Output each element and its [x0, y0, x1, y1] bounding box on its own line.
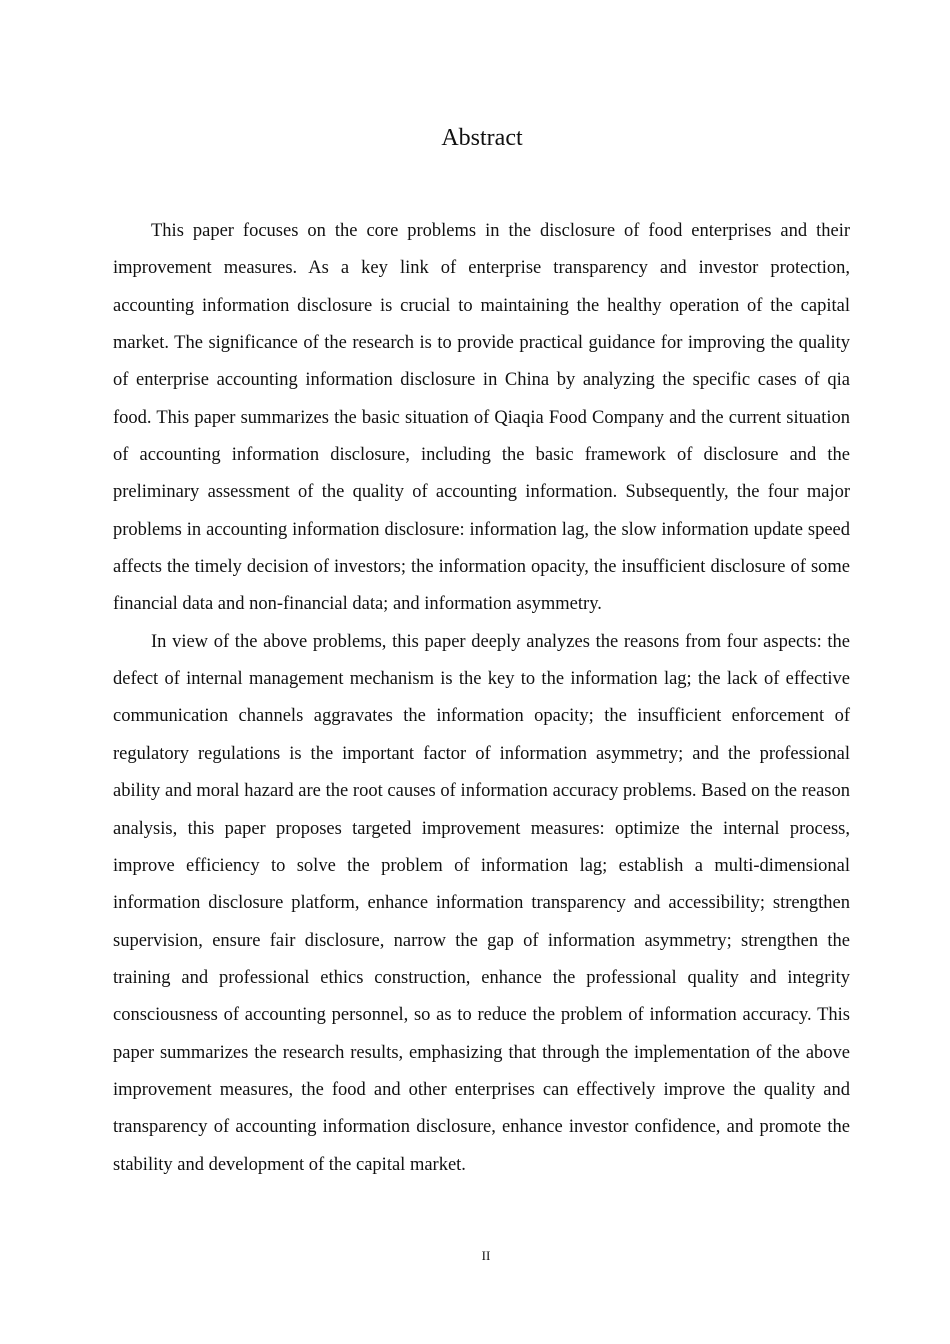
abstract-title: Abstract: [441, 125, 523, 151]
abstract-paragraph-2: In view of the above problems, this paper deeply analyzes the reasons from four aspects: the defect of internal management mechanism is the key to the information lag; the lack of effective communication channels aggravates the information opacity; the insufficient enforcement of regulatory regulations is the important factor of information asymmetry; and the professional ability and moral hazard are the root causes of information accuracy problems. Based on the reason analysis, this paper proposes targeted improvement measures: optimize the internal process, improve efficiency to solve the problem of information lag; establish a multi-dimensional information disclosure platform, enhance information transparency and accessibility; strengthen supervision, ensure fair disclosure, narrow the gap of information asymmetry; strengthen the training and professional ethics construction, enhance the professional quality and integrity consciousness of accounting personnel, so as to reduce the problem of information accuracy. This paper summarizes the research results, emphasizing that through the implementation of the above improvement measures, the food and other enterprises can effectively improve the quality and transparency of accounting information disclosure, enhance investor confidence, and promote the stability and development of the capital market.: [113, 631, 850, 1175]
abstract-paragraph-1: This paper focuses on the core problems in the disclosure of food enterprises and their improvement measures. As a key link of enterprise transparency and investor protection, accounting information disclosure is crucial to maintaining the healthy operation of the capital market. The significance of the research is to provide practical guidance for improving the quality of enterprise accounting information disclosure in China by analyzing the specific cases of qia food. This paper summarizes the basic situation of Qiaqia Food Company and the current situation of accounting information disclosure, including the basic framework of disclosure and the preliminary assessment of the quality of accounting information. Subsequently, the four major problems in accounting information disclosure: information lag, the slow information update speed affects the timely decision of investors; the information opacity, the insufficient disclosure of some financial data and non-financial data; and information asymmetry.: [113, 221, 850, 615]
abstract-body: [113, 213, 850, 1184]
page-number: II: [481, 1248, 491, 1263]
